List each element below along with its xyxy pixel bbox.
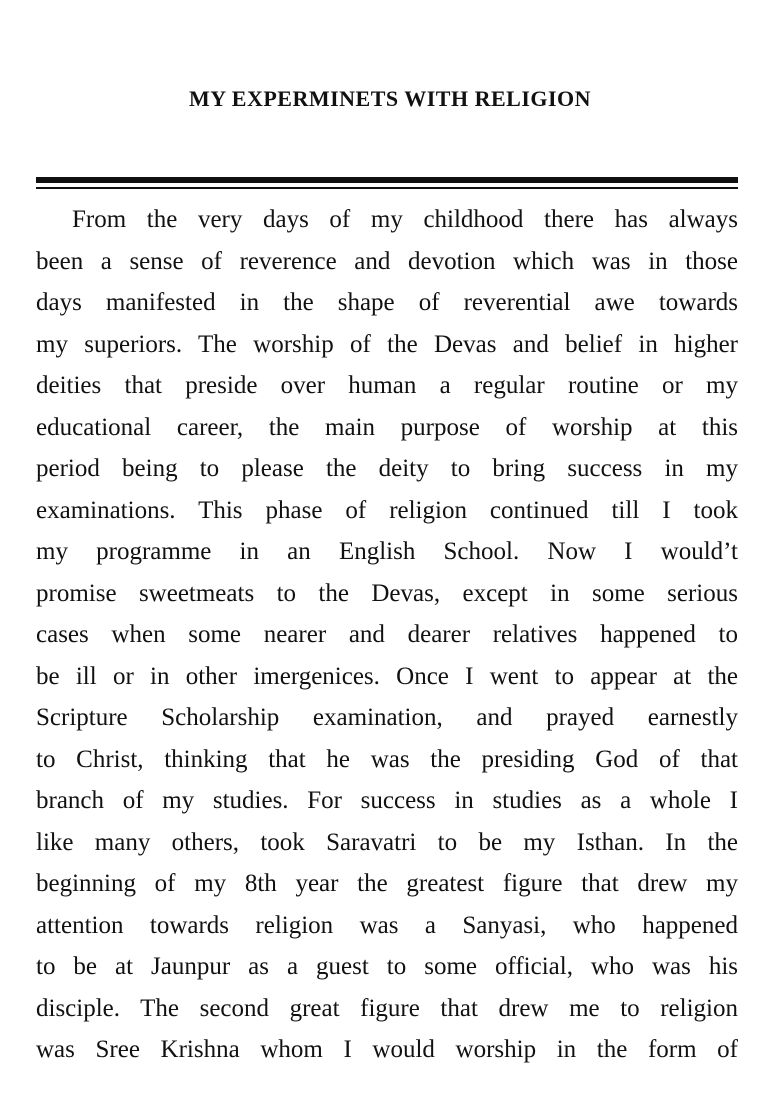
text-line: Scripture Scholarship examination, and prayed earnestly xyxy=(36,704,738,731)
text-line: educational career, the main purpose of worship at this xyxy=(36,413,738,441)
text-line: beginning of my 8th year the greatest figure that drew my xyxy=(36,870,738,897)
text-line: From the very days of my childhood there has always xyxy=(72,206,738,233)
text-line: period being to please the deity to bring success in my xyxy=(36,455,738,482)
text-line: attention towards religion was a Sanyasi, who happened xyxy=(36,911,738,939)
text-line: promise sweetmeats to the Devas, except in some serious xyxy=(36,579,738,607)
text-line: days manifested in the shape of reverential awe towards xyxy=(36,289,738,316)
text-line: cases when some nearer and dearer relatives happened to xyxy=(36,621,738,648)
text-line: was Sree Krishna whom I would worship in the form of xyxy=(36,1036,738,1063)
text-line: branch of my studies. For success in studies as a whole I xyxy=(36,787,738,814)
text-line: my superiors. The worship of the Devas and belief in higher xyxy=(36,330,738,358)
text-line: my programme in an English School. Now I would’t xyxy=(36,538,738,565)
header-rule-thin xyxy=(36,187,738,189)
text-line: like many others, took Saravatri to be my Isthan. In the xyxy=(36,828,738,856)
text-line: be ill or in other imergenices. Once I went to appear at the xyxy=(36,662,738,690)
text-line: been a sense of reverence and devotion which was in those xyxy=(36,247,738,275)
text-line: to Christ, thinking that he was the presiding God of that xyxy=(36,745,738,773)
body-paragraph xyxy=(36,199,738,1071)
page-title: MY EXPERMINETS WITH RELIGION xyxy=(188,86,592,111)
header-rule-thick xyxy=(36,177,738,183)
text-line: examinations. This phase of religion continued till I took xyxy=(36,496,738,524)
text-line: disciple. The second great figure that drew me to religion xyxy=(36,994,738,1022)
text-line: to be at Jaunpur as a guest to some official, who was his xyxy=(36,953,738,980)
text-line: deities that preside over human a regular routine or my xyxy=(36,372,738,399)
